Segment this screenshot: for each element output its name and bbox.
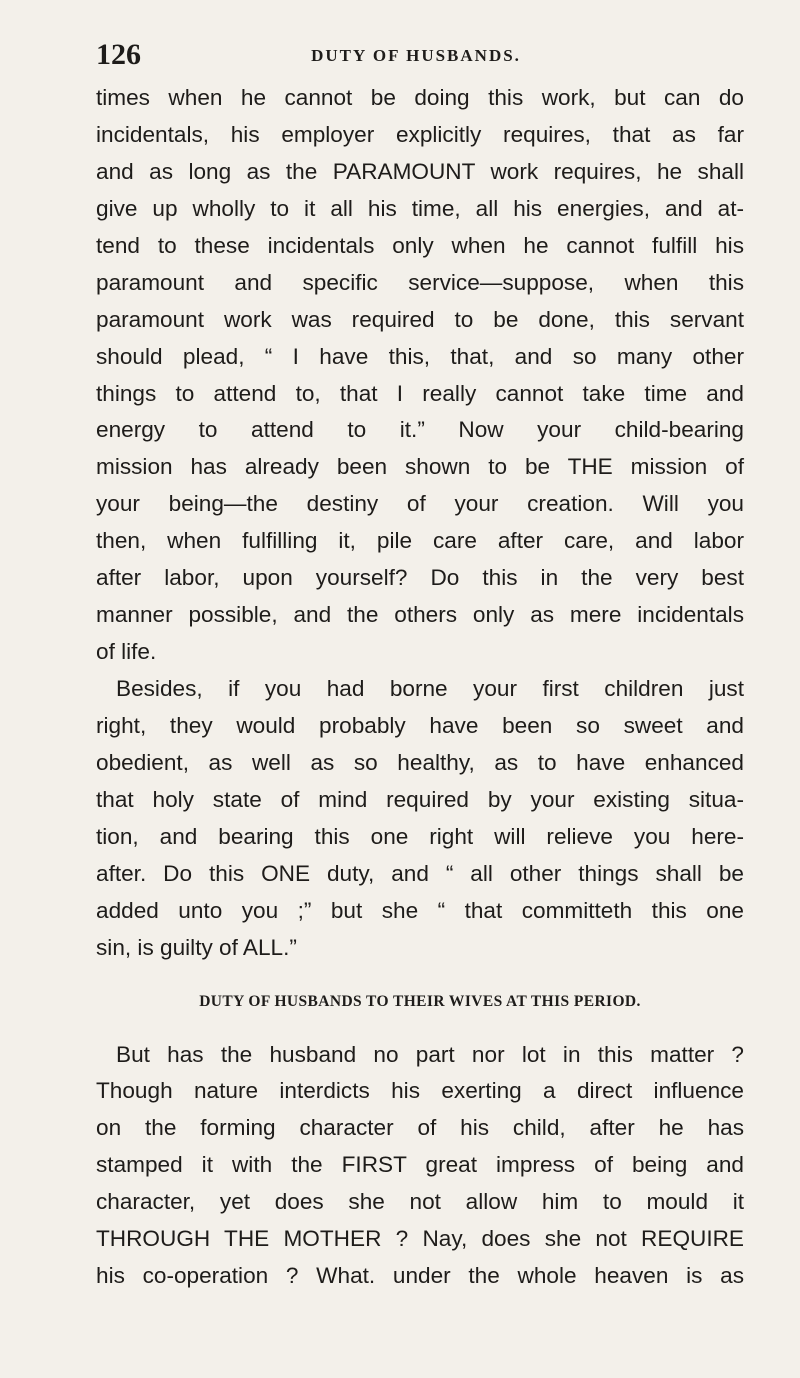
text-line: stamped it with the FIRST great impress of being and: [96, 1152, 744, 1178]
text-line: tend to these incidentals only when he cannot fulfill his: [96, 232, 744, 258]
text-line: manner possible, and the others only as mere incidentals: [96, 602, 744, 628]
page-number: 126: [96, 38, 141, 71]
paragraph-end-line: of life.: [96, 639, 157, 665]
text-line: and as long as the PARAMOUNT work requires, he shall: [96, 158, 744, 184]
text-line: right, they would probably have been so sweet and: [96, 712, 744, 738]
page-header: [96, 34, 736, 82]
text-line: Though nature interdicts his exerting a direct influence: [96, 1078, 744, 1104]
text-line: things to attend to, that I really cannot take time and: [96, 380, 744, 406]
running-title: DUTY OF HUSBANDS.: [311, 46, 521, 65]
text-line: THROUGH THE MOTHER ? Nay, does she not REQUIRE: [96, 1226, 744, 1252]
text-line: times when he cannot be doing this work, but can do: [96, 85, 744, 110]
text-line: that holy state of mind required by your existing situa-: [96, 786, 744, 812]
section-heading: DUTY OF HUSBANDS TO THEIR WIVES AT THIS PERIOD.: [199, 992, 641, 1010]
text-line: after labor, upon yourself? Do this in the very best: [96, 565, 744, 591]
text-line: his co-operation ? What. under the whole heaven is as: [96, 1263, 744, 1289]
text-line: should plead, “ I have this, that, and so many other: [96, 343, 744, 369]
text-line: character, yet does she not allow him to mould it: [96, 1189, 744, 1215]
text-line: on the forming character of his child, after he has: [96, 1115, 744, 1141]
text-line: But has the husband no part nor lot in this matter ?: [116, 1041, 744, 1067]
body-text: [96, 80, 744, 1295]
text-line: paramount and specific service—suppose, when this: [96, 269, 744, 295]
text-line: Besides, if you had borne your first children just: [116, 676, 744, 701]
text-line: paramount work was required to be done, this servant: [96, 306, 744, 332]
text-line: obedient, as well as so healthy, as to have enhanced: [96, 749, 744, 775]
text-line: after. Do this ONE duty, and “ all other things shall be: [96, 860, 744, 886]
text-line: your being—the destiny of your creation. Will you: [96, 491, 744, 517]
text-line: mission has already been shown to be THE mission of: [96, 454, 744, 480]
text-line: tion, and bearing this one right will relieve you here-: [96, 823, 744, 849]
text-line: incidentals, his employer explicitly requires, that as far: [96, 121, 744, 147]
text-line: give up wholly to it all his time, all his energies, and at-: [96, 195, 744, 221]
text-line: then, when fulfilling it, pile care after care, and labor: [96, 528, 744, 554]
text-line: added unto you ;” but she “ that committeth this one: [96, 897, 744, 923]
text-line: energy to attend to it.” Now your child-bearing: [96, 417, 744, 443]
paragraph-end-line: sin, is guilty of ALL.”: [96, 934, 297, 960]
